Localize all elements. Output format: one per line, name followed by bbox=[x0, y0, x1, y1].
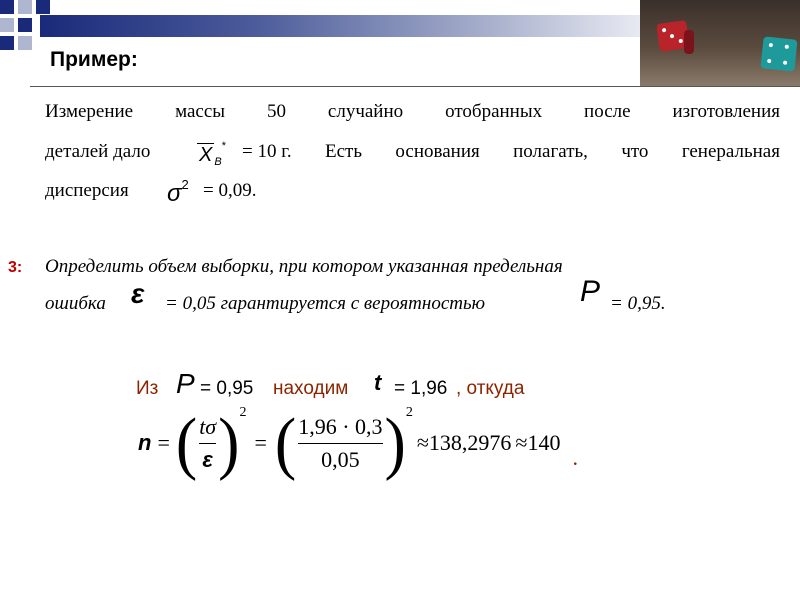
sigma-symbol: $\sigma^2$ bbox=[167, 177, 189, 207]
deco-square bbox=[0, 18, 14, 32]
problem-line-2: деталей дало X $_B$* = 10 г. Есть основания полагать, что генеральная bbox=[45, 142, 780, 162]
sample-size-formula: n = ( $\frac{t\sigma}{\varepsilon}$ ) 2 = ( $\frac{1,96 \cdot 0,3}{0,05}$ ) 2 ≈138,2976 ≈140 . bbox=[138, 403, 578, 482]
deco-square bbox=[0, 0, 14, 14]
fraction-t-sigma-over-eps: $\frac{t\sigma}{\varepsilon}$ bbox=[199, 413, 217, 472]
title-divider bbox=[30, 86, 800, 87]
header-gradient-bar bbox=[40, 15, 640, 37]
epsilon-symbol: ε bbox=[131, 278, 145, 309]
probability-symbol: P bbox=[580, 275, 601, 308]
slide-title: Пример: bbox=[50, 48, 138, 71]
problem-line-3: дисперсия $\sigma^2$ = 0,09. bbox=[45, 177, 257, 207]
deco-square bbox=[18, 36, 32, 50]
probability-symbol: P bbox=[176, 368, 195, 399]
fraction-numeric: $\frac{1,96 \cdot 0,3}{0,05}$ bbox=[298, 413, 383, 472]
solution-line: Из P = 0,95 находим t = 1,96 , откуда bbox=[136, 368, 525, 399]
deco-square bbox=[36, 0, 50, 14]
task-line-1: Определить объем выборки, при котором указанная предельная bbox=[45, 256, 563, 277]
dice-image bbox=[640, 0, 800, 86]
task-line-2: ошибка ε = 0,05 гарантируется с вероятностью P = 0,95. bbox=[45, 275, 666, 314]
problem-line-1: Измерение массы 50 случайно отобранных после изготовления bbox=[45, 101, 780, 122]
task-number: 3: bbox=[8, 259, 23, 276]
sample-mean-symbol: X $_B$* bbox=[199, 140, 226, 168]
t-symbol: t bbox=[374, 370, 382, 395]
deco-square bbox=[0, 36, 14, 50]
teal-die bbox=[760, 36, 797, 71]
deco-square bbox=[18, 18, 32, 32]
deco-square bbox=[18, 0, 32, 14]
red-die-side bbox=[684, 30, 694, 54]
